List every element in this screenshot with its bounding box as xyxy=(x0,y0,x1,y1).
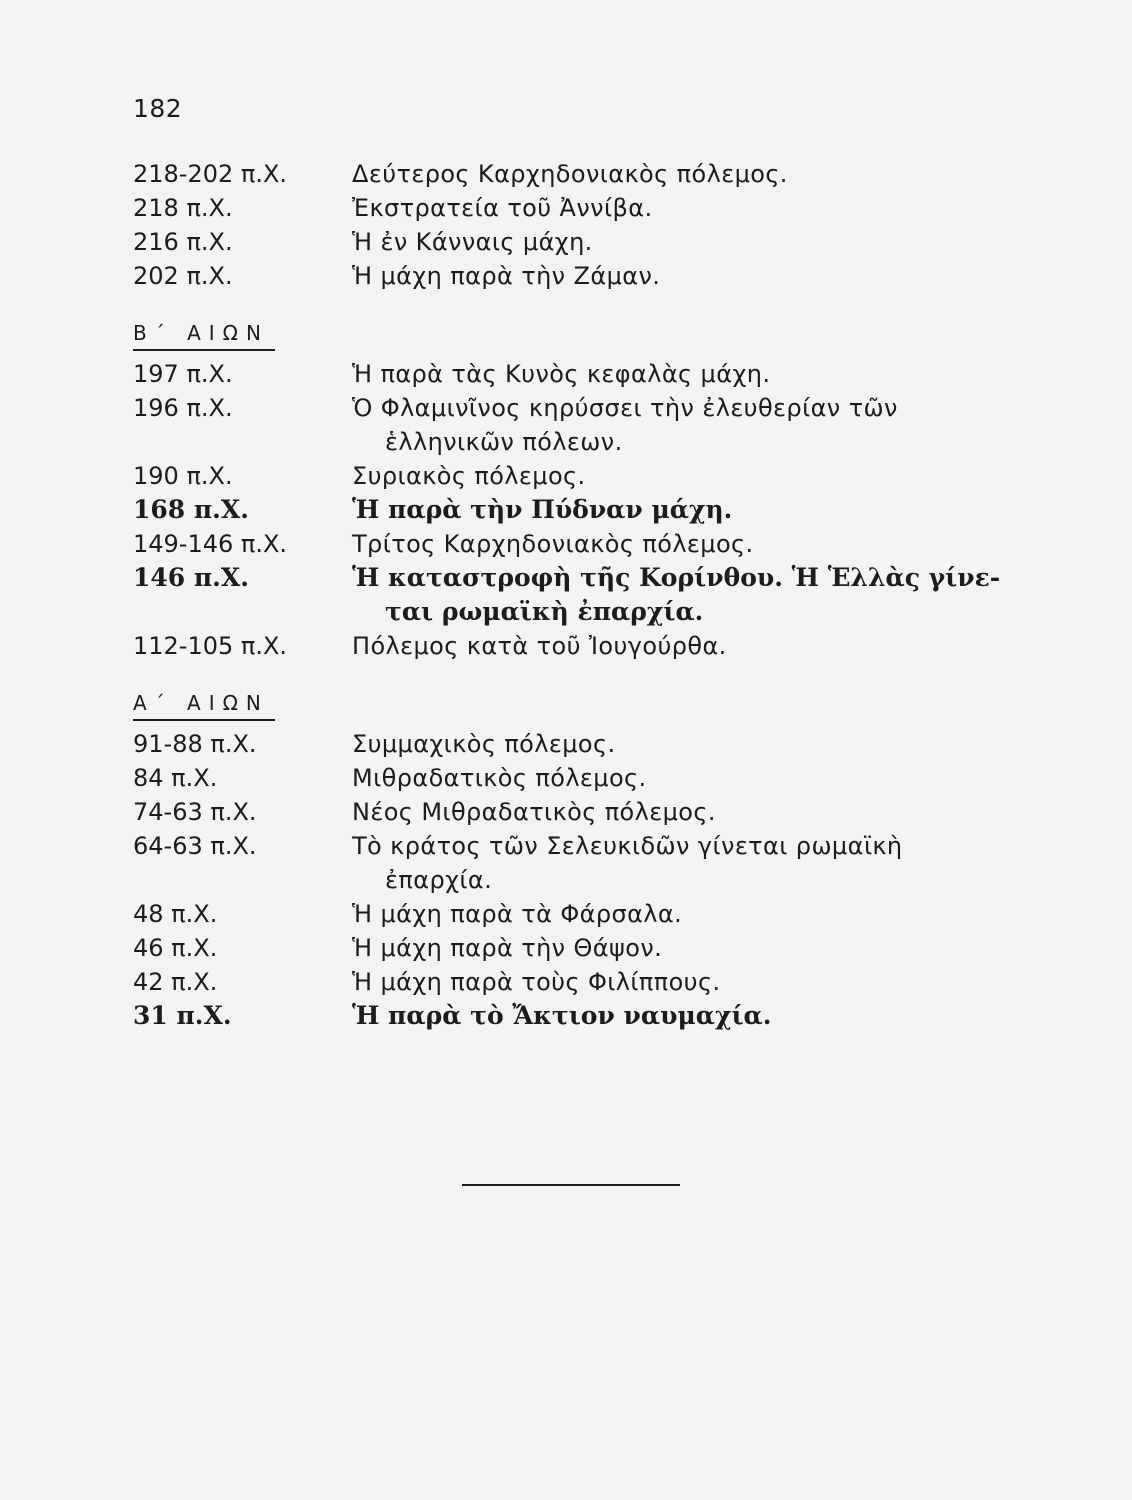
entry-row xyxy=(133,629,1053,663)
entry-event: Συμμαχικὸς πόλεμος. xyxy=(352,730,616,758)
entry-date: 48 π.Χ. xyxy=(133,900,218,928)
page-number: 182 xyxy=(133,94,183,123)
entry-date: 46 π.Χ. xyxy=(133,934,218,962)
entry-date: 190 π.Χ. xyxy=(133,462,233,490)
entry-date: 31 π.Χ. xyxy=(133,1001,232,1030)
entry-date: 146 π.Χ. xyxy=(133,563,249,592)
entry-event: Ἡ μάχη παρὰ τοὺς Φιλίππους. xyxy=(352,968,721,996)
entry-date: 168 π.Χ. xyxy=(133,495,249,524)
entry-event: Ἡ μάχη παρὰ τὴν Θάψον. xyxy=(352,934,663,962)
section-heading-a: Α΄ ΑΙΩΝ xyxy=(133,691,275,721)
entry-event: Ὁ Φλαμινῖνος κηρύσσει τὴν ἐλευθερίαν τῶν ἑλληνικῶν πόλεων. xyxy=(352,394,898,456)
entry-event: Πόλεμος κατὰ τοῦ Ἰουγούρθα. xyxy=(352,632,727,660)
entry-event: Ἡ παρὰ τὴν Πύδναν μάχη. xyxy=(352,495,733,524)
entry-date: 218-202 π.Χ. xyxy=(133,160,288,188)
entry-event: Ἡ ἐν Κάνναις μάχη. xyxy=(352,228,593,256)
entry-row xyxy=(133,357,1053,391)
entry-row xyxy=(133,761,1053,795)
entry-event: Ἡ παρὰ τὰς Κυνὸς κεφαλὰς μάχη. xyxy=(352,360,771,388)
entry-date: 91-88 π.Χ. xyxy=(133,730,257,758)
entry-event: Ἡ μάχη παρὰ τὰ Φάρσαλα. xyxy=(352,900,683,928)
entry-date: 218 π.Χ. xyxy=(133,194,233,222)
entry-row xyxy=(133,931,1053,965)
entry-event: Ἐκστρατεία τοῦ Ἀννίβα. xyxy=(352,194,653,222)
entry-date: 216 π.Χ. xyxy=(133,228,233,256)
entry-event: Μιθραδατικὸς πόλεμος. xyxy=(352,764,647,792)
entry-row xyxy=(133,561,1053,629)
entry-date: 202 π.Χ. xyxy=(133,262,233,290)
entry-date: 64-63 π.Χ. xyxy=(133,832,257,860)
entry-row xyxy=(133,829,1053,897)
entry-date: 74-63 π.Χ. xyxy=(133,798,257,826)
entry-date: 42 π.Χ. xyxy=(133,968,218,996)
entry-row xyxy=(133,157,1053,191)
entry-date: 197 π.Χ. xyxy=(133,360,233,388)
entry-event: Τὸ κράτος τῶν Σελευκιδῶν γίνεται ρωμαϊκὴ ἐπαρχία. xyxy=(352,832,903,894)
entry-row xyxy=(133,965,1053,999)
end-divider xyxy=(462,1184,680,1186)
entry-row xyxy=(133,259,1053,293)
entry-row xyxy=(133,493,1053,527)
entry-row xyxy=(133,795,1053,829)
entry-event: Ἡ παρὰ τὸ Ἄκτιον ναυμαχία. xyxy=(352,1001,772,1030)
entry-date: 196 π.Χ. xyxy=(133,394,233,422)
entry-event: Συριακὸς πόλεμος. xyxy=(352,462,586,490)
entry-event: Νέος Μιθραδατικὸς πόλεμος. xyxy=(352,798,716,826)
entry-row xyxy=(133,999,1053,1033)
entry-row xyxy=(133,527,1053,561)
entry-event: Ἡ μάχη παρὰ τὴν Ζάμαν. xyxy=(352,262,661,290)
entry-row xyxy=(133,391,1053,459)
entry-row xyxy=(133,191,1053,225)
entry-row xyxy=(133,459,1053,493)
entry-row xyxy=(133,225,1053,259)
entry-row xyxy=(133,727,1053,761)
entry-date: 112-105 π.Χ. xyxy=(133,632,288,660)
chronology xyxy=(133,157,1053,1033)
entry-event: Ἡ καταστροφὴ τῆς Κορίνθου. Ἡ Ἑλλὰς γίνε- ται ρωμαϊκὴ ἐπαρχία. xyxy=(352,563,1001,626)
entry-event: Τρίτος Καρχηδονιακὸς πόλεμος. xyxy=(352,530,754,558)
section-heading-b: Β΄ ΑΙΩΝ xyxy=(133,321,275,351)
entry-date: 149-146 π.Χ. xyxy=(133,530,288,558)
entry-date: 84 π.Χ. xyxy=(133,764,218,792)
entry-row xyxy=(133,897,1053,931)
entry-event: Δεύτερος Καρχηδονιακὸς πόλεμος. xyxy=(352,160,788,188)
